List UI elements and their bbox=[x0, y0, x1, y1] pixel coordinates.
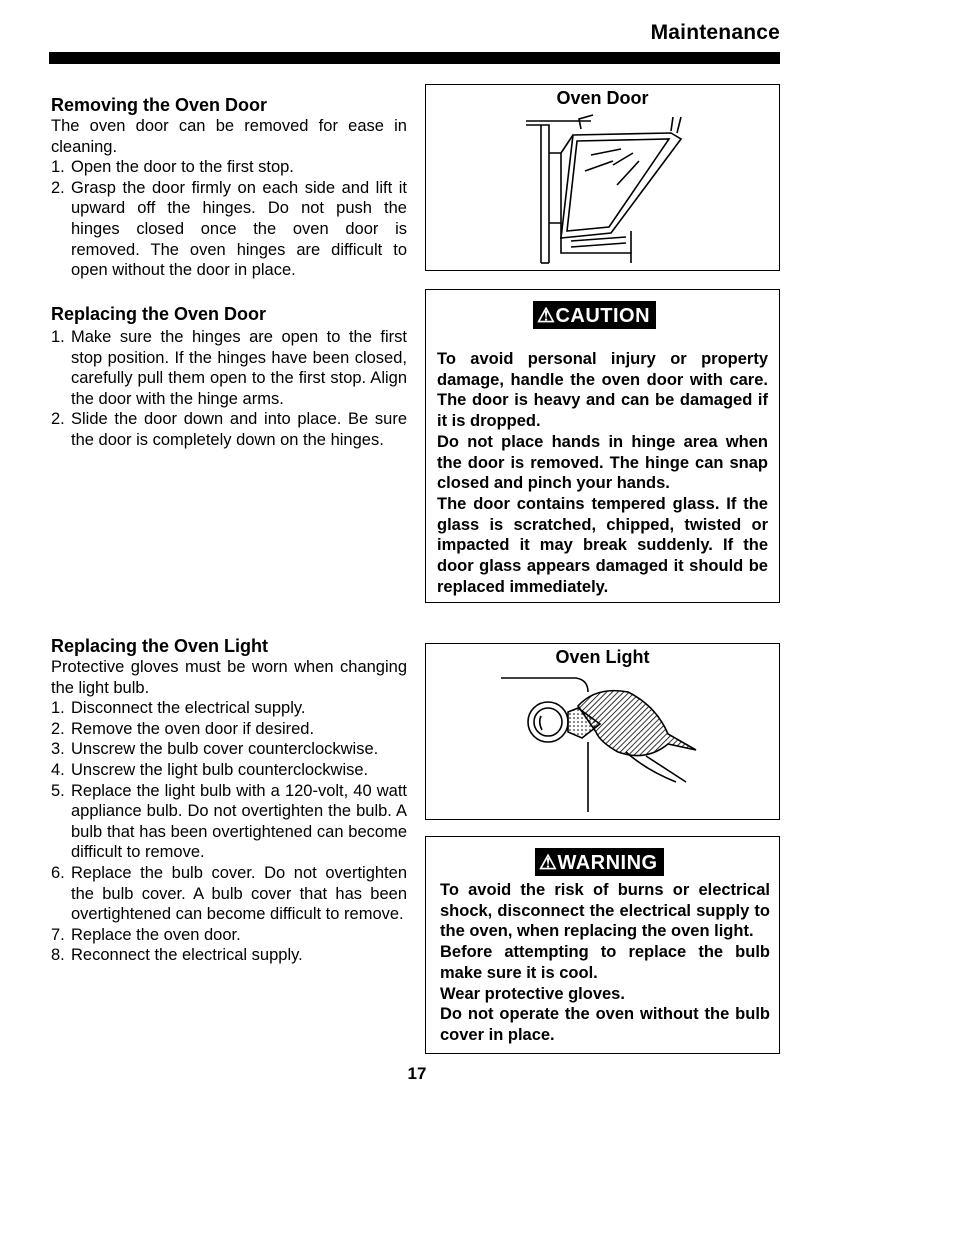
list-item: 2. Slide the door down and into place. Be sure the door is completely down on the hinges. bbox=[51, 410, 407, 449]
caution-text bbox=[437, 349, 768, 597]
warning-box bbox=[425, 836, 780, 1054]
list-item: 5. Replace the light bulb with a 120-volt, 40 watt appliance bulb. Do not overtighten the bulb. A bulb that has been overtightened can become difficult to remove. bbox=[51, 781, 407, 862]
section-replacing-door bbox=[51, 304, 407, 451]
figure-title: Oven Light bbox=[555, 647, 650, 667]
warning-triangle-icon: ⚠ bbox=[539, 852, 558, 874]
steps-list bbox=[51, 157, 407, 281]
list-item: 4. Unscrew the light bulb counterclockwise. bbox=[51, 760, 369, 779]
oven-door-illustration bbox=[521, 113, 691, 268]
figure-title: Oven Door bbox=[556, 88, 649, 108]
warning-paragraph: Before attempting to replace the bulb make sure it is cool. bbox=[440, 943, 770, 982]
section-intro: The oven door can be removed for ease in cleaning. bbox=[51, 117, 407, 156]
list-item: 1. Make sure the hinges are open to the first stop position. If the hinges have been closed, carefully pull them open to the first stop. Align the door with the hinge arms. bbox=[51, 328, 407, 408]
section-heading: Replacing the Oven Door bbox=[51, 304, 267, 324]
steps-list bbox=[51, 327, 407, 451]
warning-text bbox=[440, 880, 770, 1046]
caution-paragraph: Do not place hands in hinge area when the door is removed. The hinge can snap closed and pinch your hands. bbox=[437, 432, 768, 493]
section-removing-door bbox=[51, 95, 407, 281]
list-item: 2. Remove the oven door if desired. bbox=[51, 719, 315, 738]
warning-paragraph: To avoid the risk of burns or electrical shock, disconnect the electrical supply to the oven, when replacing the oven light. bbox=[440, 881, 770, 941]
caution-paragraph: The door contains tempered glass. If the glass is scratched, chipped, twisted or impacted it may break suddenly. If the door glass appears damaged it should be replaced immediately. bbox=[437, 494, 768, 596]
list-item: 3. Unscrew the bulb cover counterclockwise. bbox=[51, 740, 379, 759]
list-item: 2. Grasp the door firmly on each side and lift it upward off the hinges. Do not push the hinges closed once the oven door is removed. The oven hinges are difficult to open without the door in place. bbox=[51, 178, 407, 280]
section-intro: Protective gloves must be worn when changing the light bulb. bbox=[51, 658, 407, 697]
list-item: 7. Replace the oven door. bbox=[51, 925, 241, 944]
section-heading: Replacing the Oven Light bbox=[51, 636, 269, 656]
steps-list bbox=[51, 698, 407, 966]
warning-triangle-icon: ⚠ bbox=[537, 305, 556, 327]
list-item: 1. Open the door to the first stop. bbox=[51, 158, 294, 177]
caution-paragraph: To avoid personal injury or property damage, handle the oven door with care. The door is heavy and can be damaged if it is dropped. bbox=[437, 350, 768, 431]
warning-paragraph: Wear protective gloves. bbox=[440, 984, 625, 1003]
page-header-title: Maintenance bbox=[650, 21, 780, 44]
warning-paragraph: Do not operate the oven without the bulb cover in place. bbox=[440, 1005, 770, 1044]
header-rule bbox=[49, 52, 780, 64]
page-number: 17 bbox=[407, 1064, 427, 1083]
warning-badge bbox=[535, 848, 664, 876]
caution-box bbox=[425, 289, 780, 603]
list-item: 1. Disconnect the electrical supply. bbox=[51, 699, 306, 718]
caution-label: CAUTION bbox=[555, 305, 651, 327]
list-item: 6. Replace the bulb cover. Do not overtighten the bulb cover. A bulb cover that has been overtightened can become difficult to remove. bbox=[51, 863, 407, 924]
section-replacing-light bbox=[51, 636, 407, 966]
oven-light-figure bbox=[425, 643, 780, 820]
warning-label: WARNING bbox=[557, 852, 658, 874]
list-item: 8. Reconnect the electrical supply. bbox=[51, 946, 303, 965]
caution-badge bbox=[533, 301, 656, 329]
section-heading: Removing the Oven Door bbox=[51, 95, 268, 115]
oven-door-figure bbox=[425, 84, 780, 271]
oven-light-illustration bbox=[496, 672, 716, 818]
